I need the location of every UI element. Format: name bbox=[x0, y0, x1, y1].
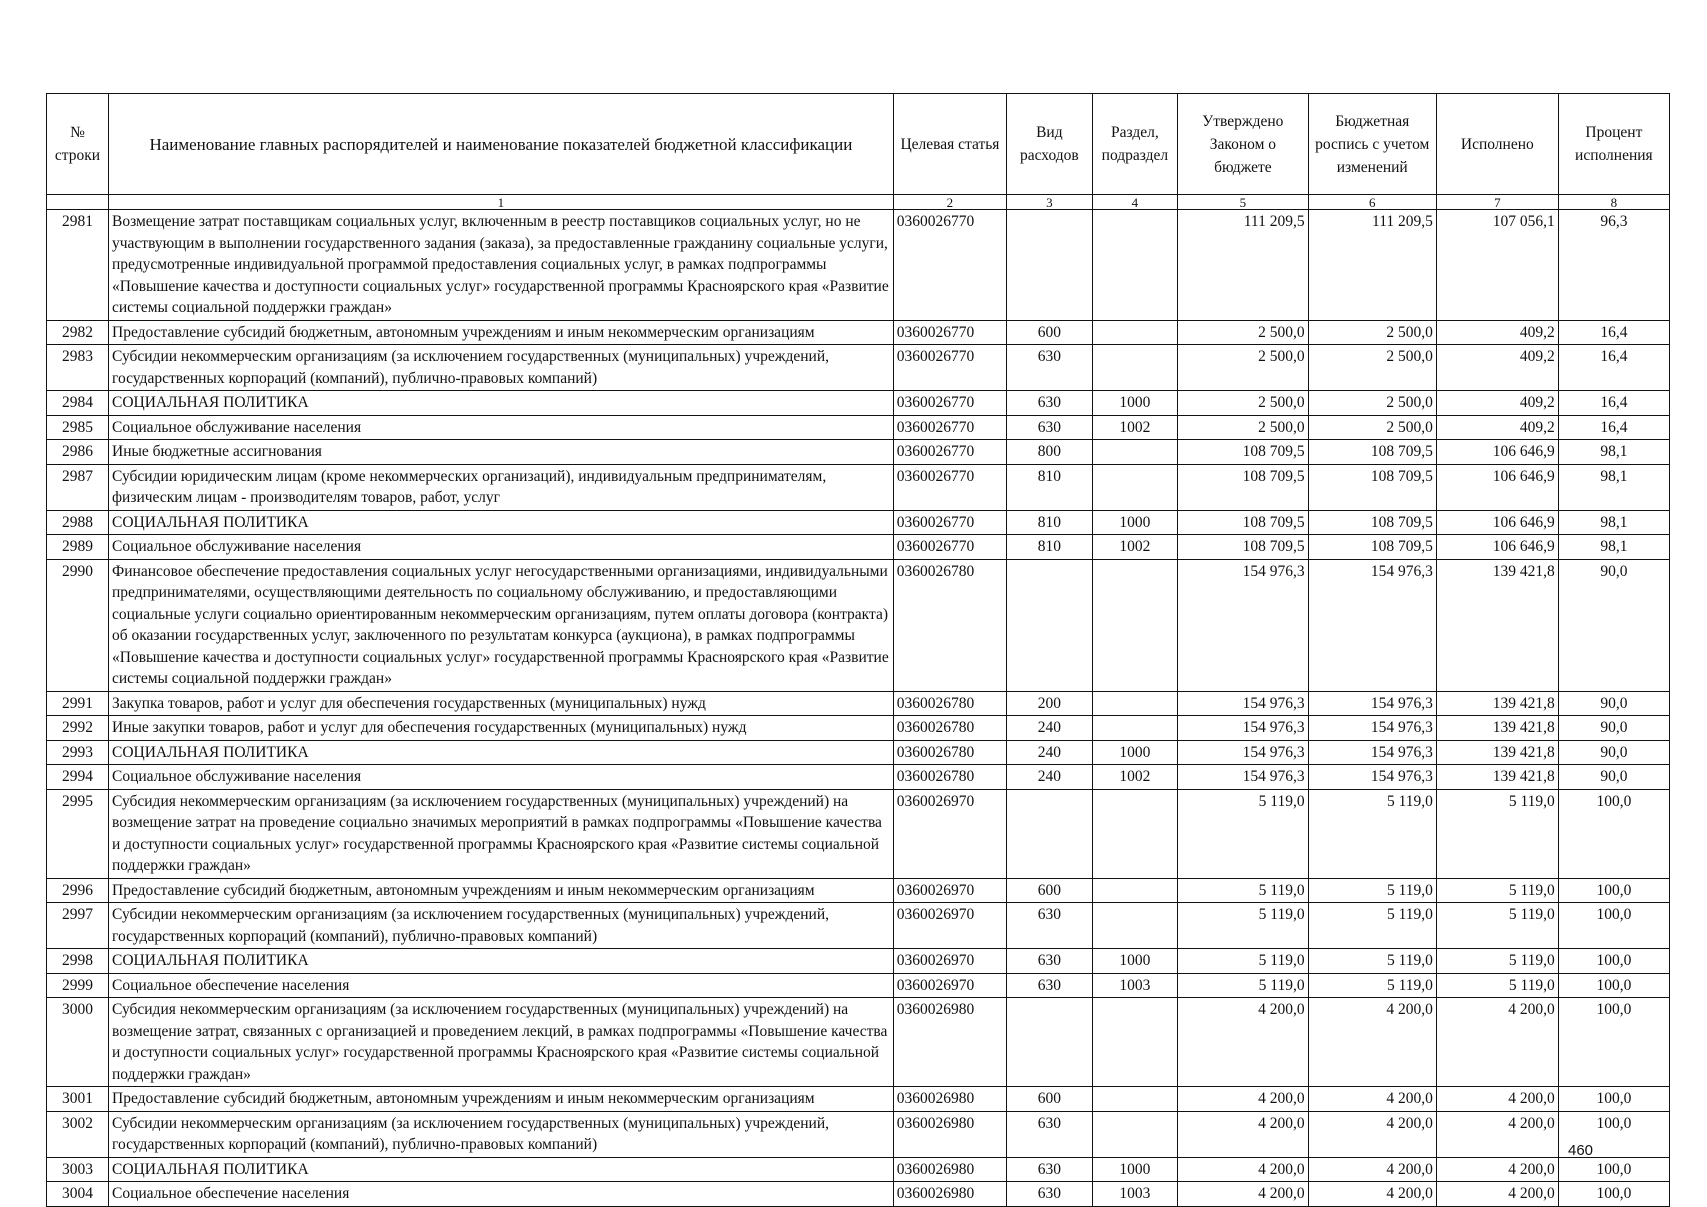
row-expense-type: 810 bbox=[1007, 535, 1093, 560]
row-number: 2992 bbox=[47, 716, 109, 741]
row-budget-amount: 154 976,3 bbox=[1308, 716, 1436, 741]
row-expense-type: 200 bbox=[1007, 691, 1093, 716]
row-target-code: 0360026770 bbox=[893, 464, 1006, 510]
row-number: 2986 bbox=[47, 440, 109, 465]
row-executed-amount: 5 119,0 bbox=[1436, 878, 1558, 903]
row-number: 2996 bbox=[47, 878, 109, 903]
header-approved: Утверждено Законом о бюджете bbox=[1178, 94, 1308, 195]
header-row-no: № строки bbox=[47, 94, 109, 195]
row-execution-percent: 90,0 bbox=[1558, 740, 1669, 765]
table-row bbox=[47, 391, 1670, 416]
row-executed-amount: 409,2 bbox=[1436, 415, 1558, 440]
row-approved-amount: 154 976,3 bbox=[1178, 716, 1308, 741]
row-budget-amount: 154 976,3 bbox=[1308, 691, 1436, 716]
row-target-code: 0360026980 bbox=[893, 1182, 1006, 1207]
row-section-code bbox=[1092, 559, 1178, 691]
row-expense-type: 630 bbox=[1007, 1111, 1093, 1157]
row-approved-amount: 111 209,5 bbox=[1178, 210, 1308, 321]
row-target-code: 0360026770 bbox=[893, 391, 1006, 416]
row-budget-amount: 5 119,0 bbox=[1308, 878, 1436, 903]
row-execution-percent: 16,4 bbox=[1558, 391, 1669, 416]
header-percent: Процент исполнения bbox=[1558, 94, 1669, 195]
row-executed-amount: 106 646,9 bbox=[1436, 464, 1558, 510]
header-section: Раздел, подраздел bbox=[1092, 94, 1178, 195]
row-target-code: 0360026780 bbox=[893, 691, 1006, 716]
row-approved-amount: 154 976,3 bbox=[1178, 691, 1308, 716]
row-section-code bbox=[1092, 789, 1178, 878]
row-section-code bbox=[1092, 878, 1178, 903]
row-target-code: 0360026970 bbox=[893, 973, 1006, 998]
row-approved-amount: 2 500,0 bbox=[1178, 345, 1308, 391]
row-target-code: 0360026970 bbox=[893, 949, 1006, 974]
row-section-code: 1003 bbox=[1092, 1182, 1178, 1207]
row-execution-percent: 98,1 bbox=[1558, 464, 1669, 510]
row-expense-type: 600 bbox=[1007, 320, 1093, 345]
row-expense-type: 240 bbox=[1007, 765, 1093, 790]
row-expense-type: 630 bbox=[1007, 1182, 1093, 1207]
row-approved-amount: 2 500,0 bbox=[1178, 320, 1308, 345]
row-name: Субсидии некоммерческим организациям (за исключением государственных (муниципальных) учреждений, государственных корпораций (компаний), публично-правовых компаний) bbox=[109, 345, 894, 391]
row-approved-amount: 154 976,3 bbox=[1178, 765, 1308, 790]
row-executed-amount: 5 119,0 bbox=[1436, 903, 1558, 949]
row-execution-percent: 100,0 bbox=[1558, 1087, 1669, 1112]
row-number: 3003 bbox=[47, 1157, 109, 1182]
row-executed-amount: 139 421,8 bbox=[1436, 691, 1558, 716]
row-approved-amount: 2 500,0 bbox=[1178, 391, 1308, 416]
row-execution-percent: 98,1 bbox=[1558, 440, 1669, 465]
row-section-code: 1000 bbox=[1092, 510, 1178, 535]
row-number: 2998 bbox=[47, 949, 109, 974]
table-row bbox=[47, 345, 1670, 391]
table-row bbox=[47, 878, 1670, 903]
row-number: 3000 bbox=[47, 998, 109, 1087]
row-expense-type: 630 bbox=[1007, 391, 1093, 416]
row-execution-percent: 100,0 bbox=[1558, 789, 1669, 878]
row-approved-amount: 154 976,3 bbox=[1178, 740, 1308, 765]
column-number: 1 bbox=[109, 195, 894, 210]
table-row bbox=[47, 765, 1670, 790]
row-target-code: 0360026980 bbox=[893, 1087, 1006, 1112]
row-name: СОЦИАЛЬНАЯ ПОЛИТИКА bbox=[109, 949, 894, 974]
row-section-code bbox=[1092, 210, 1178, 321]
row-name: Финансовое обеспечение предоставления социальных услуг негосударственными организациями, индивидуальными предпринимателями, осуществляющими деятельность по социальному обслуживанию, и предоставляющими социальные услуги социально ориентированным некоммерческим организациям, путем оплаты договора (контракта) об оказании государственных услуг, заключенного по результатам конкурса (аукциона), в рамках подпрограммы «Повышение качества и доступности социальных услуг» государственной программы Красноярского края «Развитие системы социальной поддержки граждан» bbox=[109, 559, 894, 691]
row-approved-amount: 5 119,0 bbox=[1178, 973, 1308, 998]
row-approved-amount: 108 709,5 bbox=[1178, 535, 1308, 560]
row-execution-percent: 100,0 bbox=[1558, 878, 1669, 903]
row-approved-amount: 154 976,3 bbox=[1178, 559, 1308, 691]
column-number: 5 bbox=[1178, 195, 1308, 210]
row-number: 3004 bbox=[47, 1182, 109, 1207]
budget-table bbox=[46, 93, 1670, 1207]
row-expense-type: 600 bbox=[1007, 1087, 1093, 1112]
table-row bbox=[47, 320, 1670, 345]
row-section-code: 1000 bbox=[1092, 1157, 1178, 1182]
table-row bbox=[47, 716, 1670, 741]
row-name: Социальное обслуживание населения bbox=[109, 535, 894, 560]
row-number: 2991 bbox=[47, 691, 109, 716]
column-number: 8 bbox=[1558, 195, 1669, 210]
row-name: СОЦИАЛЬНАЯ ПОЛИТИКА bbox=[109, 391, 894, 416]
row-executed-amount: 5 119,0 bbox=[1436, 973, 1558, 998]
row-approved-amount: 4 200,0 bbox=[1178, 998, 1308, 1087]
row-section-code: 1003 bbox=[1092, 973, 1178, 998]
row-name: Социальное обеспечение населения bbox=[109, 973, 894, 998]
row-approved-amount: 5 119,0 bbox=[1178, 903, 1308, 949]
row-budget-amount: 108 709,5 bbox=[1308, 464, 1436, 510]
row-budget-amount: 5 119,0 bbox=[1308, 789, 1436, 878]
row-budget-amount: 5 119,0 bbox=[1308, 973, 1436, 998]
column-number: 7 bbox=[1436, 195, 1558, 210]
row-budget-amount: 154 976,3 bbox=[1308, 740, 1436, 765]
column-number: 3 bbox=[1007, 195, 1093, 210]
row-name: Социальное обеспечение населения bbox=[109, 1182, 894, 1207]
row-executed-amount: 139 421,8 bbox=[1436, 716, 1558, 741]
row-name: Возмещение затрат поставщикам социальных услуг, включенным в реестр поставщиков социальных услуг, но не участвующим в выполнении государственного задания (заказа), за предоставленные гражданину социальные услуги, предусмотренные индивидуальной программой предоставления социальных услуг, в рамках подпрограммы «Повышение качества и доступности социальных услуг» государственной программы Красноярского края «Развитие системы социальной поддержки граждан» bbox=[109, 210, 894, 321]
row-expense-type bbox=[1007, 210, 1093, 321]
row-budget-amount: 108 709,5 bbox=[1308, 440, 1436, 465]
row-executed-amount: 5 119,0 bbox=[1436, 789, 1558, 878]
row-target-code: 0360026980 bbox=[893, 1111, 1006, 1157]
row-execution-percent: 100,0 bbox=[1558, 998, 1669, 1087]
row-number: 2982 bbox=[47, 320, 109, 345]
row-expense-type: 630 bbox=[1007, 345, 1093, 391]
row-expense-type bbox=[1007, 998, 1093, 1087]
row-section-code: 1002 bbox=[1092, 535, 1178, 560]
row-budget-amount: 5 119,0 bbox=[1308, 949, 1436, 974]
column-number: 2 bbox=[893, 195, 1006, 210]
row-expense-type: 240 bbox=[1007, 716, 1093, 741]
row-execution-percent: 100,0 bbox=[1558, 903, 1669, 949]
row-executed-amount: 409,2 bbox=[1436, 345, 1558, 391]
row-budget-amount: 108 709,5 bbox=[1308, 510, 1436, 535]
row-approved-amount: 2 500,0 bbox=[1178, 415, 1308, 440]
row-target-code: 0360026780 bbox=[893, 716, 1006, 741]
table-row bbox=[47, 415, 1670, 440]
row-name: Социальное обслуживание населения bbox=[109, 765, 894, 790]
row-approved-amount: 108 709,5 bbox=[1178, 464, 1308, 510]
row-number: 2987 bbox=[47, 464, 109, 510]
row-execution-percent: 16,4 bbox=[1558, 345, 1669, 391]
row-name: Предоставление субсидий бюджетным, автономным учреждениям и иным некоммерческим организациям bbox=[109, 320, 894, 345]
row-budget-amount: 108 709,5 bbox=[1308, 535, 1436, 560]
row-number: 2988 bbox=[47, 510, 109, 535]
row-number: 2983 bbox=[47, 345, 109, 391]
header-target: Целевая статья bbox=[893, 94, 1006, 195]
row-target-code: 0360026770 bbox=[893, 510, 1006, 535]
table-row bbox=[47, 464, 1670, 510]
column-number bbox=[47, 195, 109, 210]
table-row bbox=[47, 1111, 1670, 1157]
row-target-code: 0360026770 bbox=[893, 320, 1006, 345]
column-number-row bbox=[47, 195, 1670, 210]
row-approved-amount: 5 119,0 bbox=[1178, 878, 1308, 903]
row-execution-percent: 90,0 bbox=[1558, 691, 1669, 716]
row-budget-amount: 111 209,5 bbox=[1308, 210, 1436, 321]
row-number: 2981 bbox=[47, 210, 109, 321]
row-approved-amount: 5 119,0 bbox=[1178, 949, 1308, 974]
row-execution-percent: 100,0 bbox=[1558, 1157, 1669, 1182]
row-number: 2990 bbox=[47, 559, 109, 691]
row-expense-type: 630 bbox=[1007, 903, 1093, 949]
row-target-code: 0360026780 bbox=[893, 559, 1006, 691]
row-execution-percent: 16,4 bbox=[1558, 415, 1669, 440]
row-approved-amount: 108 709,5 bbox=[1178, 510, 1308, 535]
row-name: Субсидии некоммерческим организациям (за исключением государственных (муниципальных) учреждений, государственных корпораций (компаний), публично-правовых компаний) bbox=[109, 1111, 894, 1157]
row-section-code bbox=[1092, 320, 1178, 345]
row-approved-amount: 4 200,0 bbox=[1178, 1157, 1308, 1182]
row-target-code: 0360026780 bbox=[893, 765, 1006, 790]
row-executed-amount: 106 646,9 bbox=[1436, 510, 1558, 535]
row-executed-amount: 409,2 bbox=[1436, 391, 1558, 416]
row-name: Закупка товаров, работ и услуг для обеспечения государственных (муниципальных) нужд bbox=[109, 691, 894, 716]
row-number: 2993 bbox=[47, 740, 109, 765]
row-expense-type bbox=[1007, 559, 1093, 691]
row-executed-amount: 4 200,0 bbox=[1436, 1157, 1558, 1182]
column-number: 6 bbox=[1308, 195, 1436, 210]
row-approved-amount: 5 119,0 bbox=[1178, 789, 1308, 878]
row-expense-type: 630 bbox=[1007, 1157, 1093, 1182]
row-expense-type: 630 bbox=[1007, 949, 1093, 974]
row-execution-percent: 96,3 bbox=[1558, 210, 1669, 321]
row-number: 2989 bbox=[47, 535, 109, 560]
row-target-code: 0360026970 bbox=[893, 903, 1006, 949]
row-budget-amount: 154 976,3 bbox=[1308, 765, 1436, 790]
row-number: 2994 bbox=[47, 765, 109, 790]
row-budget-amount: 4 200,0 bbox=[1308, 1087, 1436, 1112]
row-section-code bbox=[1092, 345, 1178, 391]
row-target-code: 0360026770 bbox=[893, 440, 1006, 465]
row-name: Субсидия некоммерческим организациям (за исключением государственных (муниципальных) учреждений) на возмещение затрат на проведение социально значимых мероприятий в рамках подпрограммы «Повышение качества и доступности социальных услуг» государственной программы Красноярского края «Развитие системы социальной поддержки граждан» bbox=[109, 789, 894, 878]
row-name: СОЦИАЛЬНАЯ ПОЛИТИКА bbox=[109, 510, 894, 535]
row-target-code: 0360026970 bbox=[893, 878, 1006, 903]
page-number: 460 bbox=[1568, 1142, 1594, 1159]
header-executed: Исполнено bbox=[1436, 94, 1558, 195]
row-executed-amount: 4 200,0 bbox=[1436, 1087, 1558, 1112]
row-section-code bbox=[1092, 1087, 1178, 1112]
row-name: Субсидия некоммерческим организациям (за исключением государственных (муниципальных) учреждений) на возмещение затрат, связанных с организацией и проведением лекций, в рамках подпрограммы «Повышение качества и доступности социальных услуг» государственной программы Красноярского края «Развитие системы социальной поддержки граждан» bbox=[109, 998, 894, 1087]
row-number: 3001 bbox=[47, 1087, 109, 1112]
table-row bbox=[47, 559, 1670, 691]
row-section-code bbox=[1092, 440, 1178, 465]
row-section-code bbox=[1092, 691, 1178, 716]
row-section-code bbox=[1092, 716, 1178, 741]
table-row bbox=[47, 691, 1670, 716]
row-expense-type: 240 bbox=[1007, 740, 1093, 765]
row-name: Социальное обслуживание населения bbox=[109, 415, 894, 440]
row-executed-amount: 106 646,9 bbox=[1436, 535, 1558, 560]
row-section-code: 1002 bbox=[1092, 415, 1178, 440]
table-row bbox=[47, 949, 1670, 974]
row-name: Предоставление субсидий бюджетным, автономным учреждениям и иным некоммерческим организациям bbox=[109, 1087, 894, 1112]
table-row bbox=[47, 210, 1670, 321]
row-execution-percent: 100,0 bbox=[1558, 949, 1669, 974]
row-budget-amount: 2 500,0 bbox=[1308, 320, 1436, 345]
row-number: 2985 bbox=[47, 415, 109, 440]
row-budget-amount: 2 500,0 bbox=[1308, 391, 1436, 416]
row-section-code bbox=[1092, 998, 1178, 1087]
row-approved-amount: 4 200,0 bbox=[1178, 1182, 1308, 1207]
table-row bbox=[47, 535, 1670, 560]
row-expense-type: 800 bbox=[1007, 440, 1093, 465]
table-row bbox=[47, 789, 1670, 878]
table-row bbox=[47, 510, 1670, 535]
row-budget-amount: 4 200,0 bbox=[1308, 1111, 1436, 1157]
row-execution-percent: 100,0 bbox=[1558, 973, 1669, 998]
row-name: Субсидии некоммерческим организациям (за исключением государственных (муниципальных) учреждений, государственных корпораций (компаний), публично-правовых компаний) bbox=[109, 903, 894, 949]
row-number: 2997 bbox=[47, 903, 109, 949]
table-row bbox=[47, 740, 1670, 765]
row-budget-amount: 2 500,0 bbox=[1308, 415, 1436, 440]
row-target-code: 0360026970 bbox=[893, 789, 1006, 878]
row-budget-amount: 2 500,0 bbox=[1308, 345, 1436, 391]
table-row bbox=[47, 1087, 1670, 1112]
row-budget-amount: 4 200,0 bbox=[1308, 998, 1436, 1087]
table-row bbox=[47, 998, 1670, 1087]
table-row bbox=[47, 1157, 1670, 1182]
header-type: Вид расходов bbox=[1007, 94, 1093, 195]
row-section-code bbox=[1092, 1111, 1178, 1157]
row-approved-amount: 108 709,5 bbox=[1178, 440, 1308, 465]
row-expense-type: 810 bbox=[1007, 464, 1093, 510]
row-execution-percent: 98,1 bbox=[1558, 510, 1669, 535]
table-row bbox=[47, 903, 1670, 949]
row-section-code: 1000 bbox=[1092, 391, 1178, 416]
row-execution-percent: 16,4 bbox=[1558, 320, 1669, 345]
header-budget: Бюджетная роспись с учетом изменений bbox=[1308, 94, 1436, 195]
row-target-code: 0360026780 bbox=[893, 740, 1006, 765]
row-target-code: 0360026770 bbox=[893, 210, 1006, 321]
row-section-code: 1000 bbox=[1092, 740, 1178, 765]
row-executed-amount: 139 421,8 bbox=[1436, 559, 1558, 691]
row-section-code: 1002 bbox=[1092, 765, 1178, 790]
header-row bbox=[47, 94, 1670, 195]
row-expense-type: 630 bbox=[1007, 973, 1093, 998]
table-row bbox=[47, 973, 1670, 998]
row-execution-percent: 100,0 bbox=[1558, 1111, 1669, 1157]
row-section-code: 1000 bbox=[1092, 949, 1178, 974]
row-name: Иные бюджетные ассигнования bbox=[109, 440, 894, 465]
table-row bbox=[47, 440, 1670, 465]
row-number: 2995 bbox=[47, 789, 109, 878]
row-execution-percent: 100,0 bbox=[1558, 1182, 1669, 1207]
row-number: 2999 bbox=[47, 973, 109, 998]
row-executed-amount: 4 200,0 bbox=[1436, 1182, 1558, 1207]
row-number: 2984 bbox=[47, 391, 109, 416]
row-budget-amount: 4 200,0 bbox=[1308, 1157, 1436, 1182]
row-target-code: 0360026980 bbox=[893, 1157, 1006, 1182]
row-name: Иные закупки товаров, работ и услуг для обеспечения государственных (муниципальных) нужд bbox=[109, 716, 894, 741]
row-target-code: 0360026770 bbox=[893, 345, 1006, 391]
row-target-code: 0360026770 bbox=[893, 415, 1006, 440]
table-row bbox=[47, 1182, 1670, 1207]
row-number: 3002 bbox=[47, 1111, 109, 1157]
row-section-code bbox=[1092, 464, 1178, 510]
row-name: Предоставление субсидий бюджетным, автономным учреждениям и иным некоммерческим организациям bbox=[109, 878, 894, 903]
row-name: СОЦИАЛЬНАЯ ПОЛИТИКА bbox=[109, 1157, 894, 1182]
row-name: Субсидии юридическим лицам (кроме некоммерческих организаций), индивидуальным предпринимателям, физическим лицам - производителям товаров, работ, услуг bbox=[109, 464, 894, 510]
row-section-code bbox=[1092, 903, 1178, 949]
row-executed-amount: 139 421,8 bbox=[1436, 740, 1558, 765]
row-execution-percent: 90,0 bbox=[1558, 559, 1669, 691]
row-executed-amount: 4 200,0 bbox=[1436, 998, 1558, 1087]
row-expense-type bbox=[1007, 789, 1093, 878]
row-expense-type: 630 bbox=[1007, 415, 1093, 440]
header-name: Наименование главных распорядителей и наименование показателей бюджетной классификации bbox=[109, 94, 894, 195]
row-approved-amount: 4 200,0 bbox=[1178, 1111, 1308, 1157]
row-budget-amount: 154 976,3 bbox=[1308, 559, 1436, 691]
row-approved-amount: 4 200,0 bbox=[1178, 1087, 1308, 1112]
row-expense-type: 600 bbox=[1007, 878, 1093, 903]
row-execution-percent: 98,1 bbox=[1558, 535, 1669, 560]
row-target-code: 0360026980 bbox=[893, 998, 1006, 1087]
row-executed-amount: 107 056,1 bbox=[1436, 210, 1558, 321]
row-executed-amount: 4 200,0 bbox=[1436, 1111, 1558, 1157]
row-expense-type: 810 bbox=[1007, 510, 1093, 535]
row-target-code: 0360026770 bbox=[893, 535, 1006, 560]
row-execution-percent: 90,0 bbox=[1558, 716, 1669, 741]
row-executed-amount: 139 421,8 bbox=[1436, 765, 1558, 790]
row-executed-amount: 409,2 bbox=[1436, 320, 1558, 345]
row-execution-percent: 90,0 bbox=[1558, 765, 1669, 790]
column-number: 4 bbox=[1092, 195, 1178, 210]
row-budget-amount: 5 119,0 bbox=[1308, 903, 1436, 949]
row-executed-amount: 106 646,9 bbox=[1436, 440, 1558, 465]
row-executed-amount: 5 119,0 bbox=[1436, 949, 1558, 974]
row-budget-amount: 4 200,0 bbox=[1308, 1182, 1436, 1207]
row-name: СОЦИАЛЬНАЯ ПОЛИТИКА bbox=[109, 740, 894, 765]
